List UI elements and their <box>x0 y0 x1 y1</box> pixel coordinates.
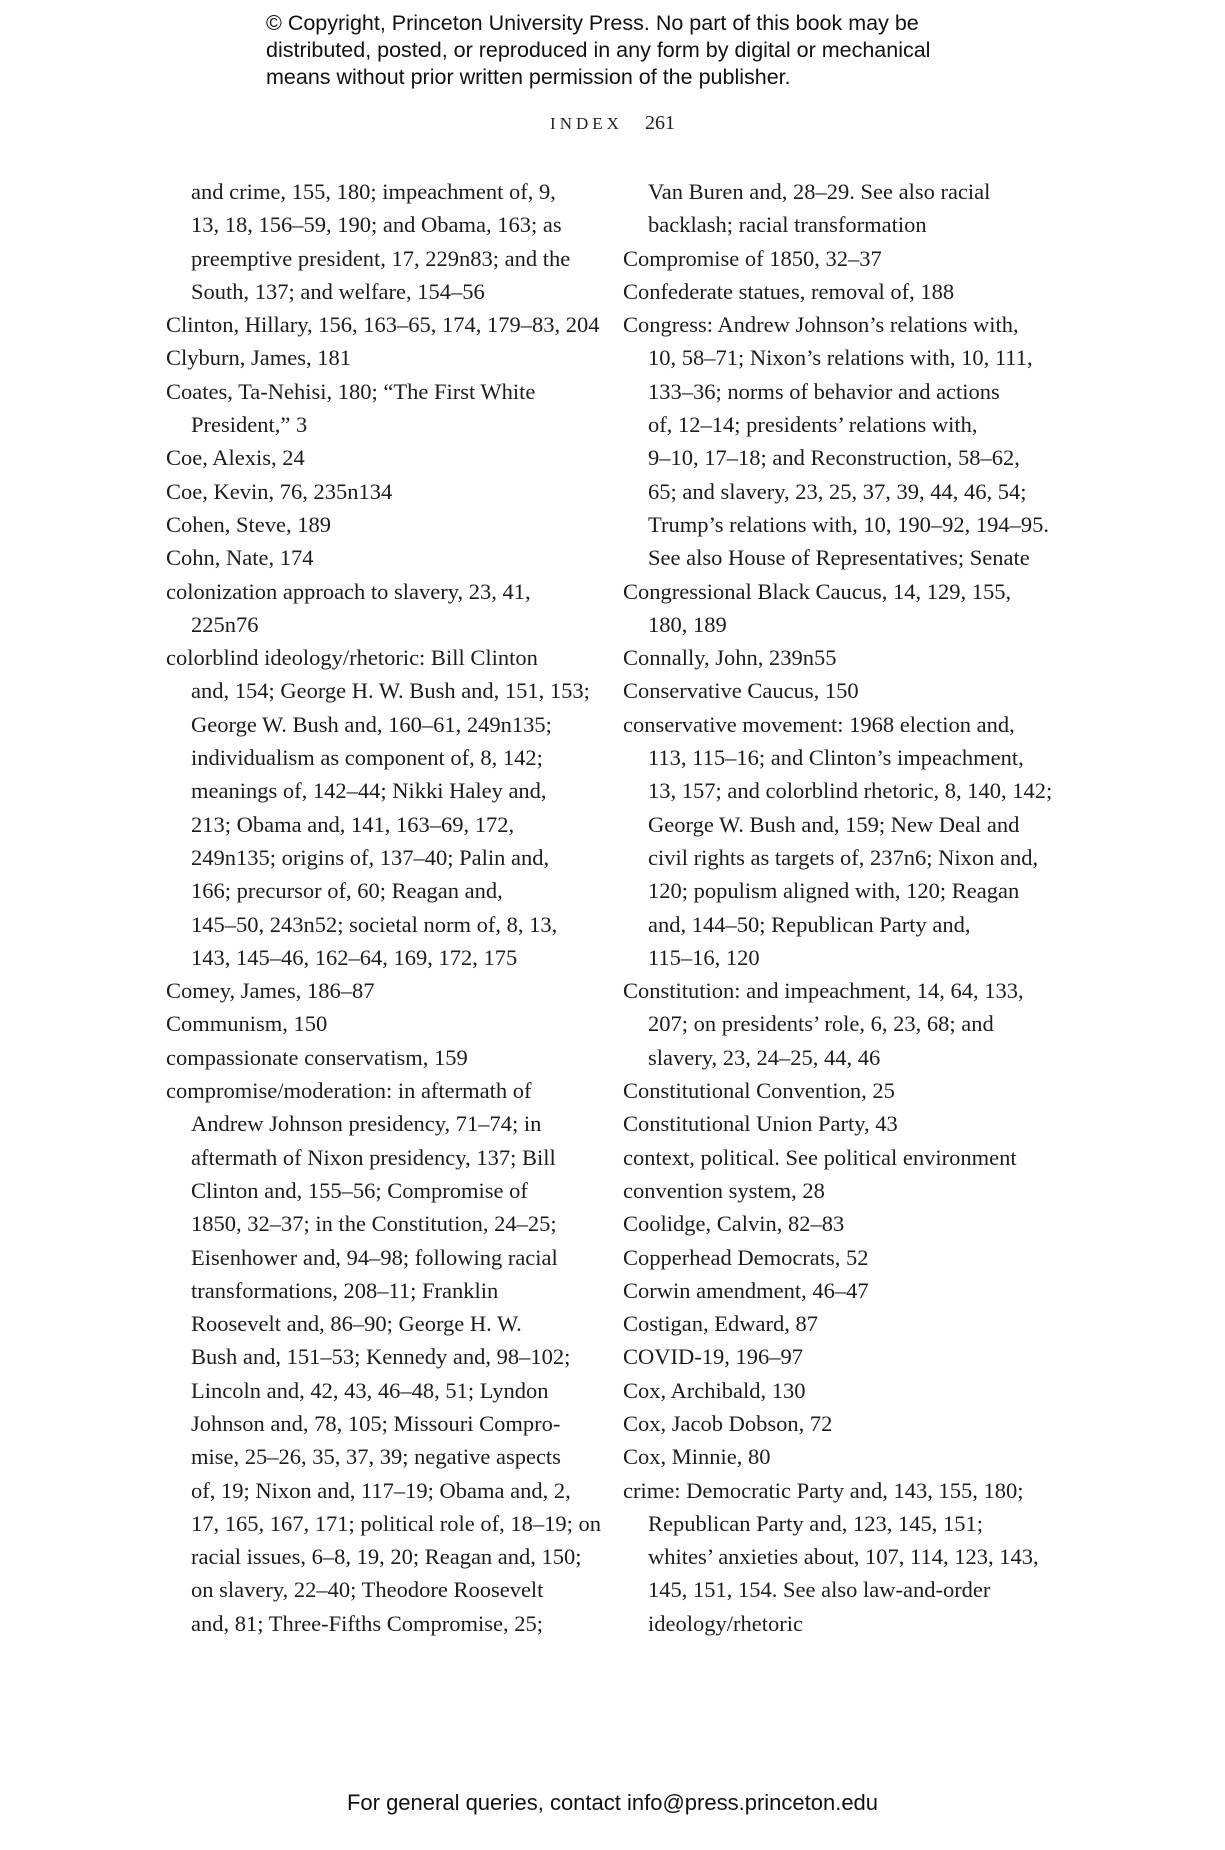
index-entry-continuation: Eisenhower and, 94–98; following racial <box>191 1244 558 1270</box>
index-entry-continuation: individualism as component of, 8, 142; <box>191 745 543 771</box>
index-entry-continuation: Republican Party and, 123, 145, 151; <box>648 1510 983 1536</box>
index-entry-continuation: Clinton and, 155–56; Compromise of <box>191 1177 528 1203</box>
index-entry: crime: Democratic Party and, 143, 155, 180; <box>623 1477 1024 1503</box>
index-entry-continuation: 115–16, 120 <box>648 944 760 970</box>
index-column-left <box>166 175 601 1640</box>
index-entry-continuation: on slavery, 22–40; Theodore Roosevelt <box>191 1577 544 1603</box>
index-entry: Cohn, Nate, 174 <box>166 545 314 571</box>
index-entry-continuation: mise, 25–26, 35, 37, 39; negative aspects <box>191 1444 561 1470</box>
copyright-line: means without prior written permission of the publisher. <box>266 65 791 89</box>
index-entry-continuation: 133–36; norms of behavior and actions <box>648 378 1000 404</box>
index-entry-continuation: 9–10, 17–18; and Reconstruction, 58–62, <box>648 445 1020 471</box>
index-entry-continuation: South, 137; and welfare, 154–56 <box>191 278 485 304</box>
index-entry-continuation: Johnson and, 78, 105; Missouri Compro- <box>191 1410 561 1436</box>
index-entry-continuation: 249n135; origins of, 137–40; Palin and, <box>191 844 550 870</box>
index-entry-continuation: 145–50, 243n52; societal norm of, 8, 13, <box>191 911 558 937</box>
index-entry-continuation: Bush and, 151–53; Kennedy and, 98–102; <box>191 1344 571 1370</box>
index-entry: Connally, John, 239n55 <box>623 645 837 671</box>
index-entry-continuation: 1850, 32–37; in the Constitution, 24–25; <box>191 1211 557 1237</box>
index-entry: Conservative Caucus, 150 <box>623 678 859 704</box>
index-entry-continuation: 143, 145–46, 162–64, 169, 172, 175 <box>191 944 518 970</box>
footer-contact: For general queries, contact info@press.princeton.edu <box>346 1790 879 1815</box>
index-entry: Constitution: and impeachment, 14, 64, 133, <box>623 978 1024 1004</box>
index-entry-continuation: President,” 3 <box>191 412 308 438</box>
index-entry: Coates, Ta-Nehisi, 180; “The First White <box>166 378 536 404</box>
copyright-line: © Copyright, Princeton University Press. No part of this book may be <box>266 11 919 35</box>
index-entry: Coe, Alexis, 24 <box>166 445 305 471</box>
index-entry: Costigan, Edward, 87 <box>623 1311 818 1337</box>
index-entry: Coolidge, Calvin, 82–83 <box>623 1211 845 1237</box>
index-entry: Copperhead Democrats, 52 <box>623 1244 869 1270</box>
index-entry: Coe, Kevin, 76, 235n134 <box>166 478 393 504</box>
index-entry-continuation: Trump’s relations with, 10, 190–92, 194–95. <box>648 511 1050 537</box>
index-entry: Comey, James, 186–87 <box>166 978 375 1004</box>
index-entry: Congressional Black Caucus, 14, 129, 155, <box>623 578 1012 604</box>
index-entry-continuation: preemptive president, 17, 229n83; and the <box>191 245 571 271</box>
index-entry-continuation: whites’ anxieties about, 107, 114, 123, 143, <box>648 1544 1039 1570</box>
index-entry-continuation: backlash; racial transformation <box>648 212 927 238</box>
index-entry-continuation: See also House of Representatives; Senate <box>648 545 1030 571</box>
index-entry-continuation: 113, 115–16; and Clinton’s impeachment, <box>648 745 1024 771</box>
page-number: 261 <box>644 112 675 134</box>
index-entry: Clyburn, James, 181 <box>166 345 351 371</box>
index-entry: conservative movement: 1968 election and, <box>623 711 1015 737</box>
index-entry-continuation: 13, 18, 156–59, 190; and Obama, 163; as <box>191 212 562 238</box>
index-entry: compromise/moderation: in aftermath of <box>166 1078 532 1104</box>
index-entry-continuation: 207; on presidents’ role, 6, 23, 68; and <box>648 1011 994 1037</box>
index-entry-continuation: and, 144–50; Republican Party and, <box>648 911 971 937</box>
index-entry-continuation: Andrew Johnson presidency, 71–74; in <box>191 1111 542 1137</box>
index-entry-continuation: 145, 151, 154. See also law-and-order <box>648 1577 991 1603</box>
index-entry: convention system, 28 <box>623 1177 825 1203</box>
index-entry-continuation: aftermath of Nixon presidency, 137; Bill <box>191 1144 556 1170</box>
index-entry-continuation: George W. Bush and, 159; New Deal and <box>648 811 1020 837</box>
index-entry-continuation: George W. Bush and, 160–61, 249n135; <box>191 711 552 737</box>
index-entry-continuation: slavery, 23, 24–25, 44, 46 <box>648 1044 881 1070</box>
index-entry: Constitutional Union Party, 43 <box>623 1111 898 1137</box>
index-entry: COVID-19, 196–97 <box>623 1344 803 1370</box>
index-entry-continuation: 166; precursor of, 60; Reagan and, <box>191 878 503 904</box>
index-entry: Confederate statues, removal of, 188 <box>623 278 955 304</box>
index-entry-continuation: 13, 157; and colorblind rhetoric, 8, 140, 142; <box>648 778 1053 804</box>
index-entry-continuation: 180, 189 <box>648 611 727 637</box>
index-entry-continuation: 65; and slavery, 23, 25, 37, 39, 44, 46, 54; <box>648 478 1027 504</box>
index-entry-continuation: 120; populism aligned with, 120; Reagan <box>648 878 1020 904</box>
index-entry: Communism, 150 <box>166 1011 328 1037</box>
index-entry-continuation: meanings of, 142–44; Nikki Haley and, <box>191 778 547 804</box>
index-entry-continuation: 225n76 <box>191 611 259 637</box>
index-entry-continuation: of, 19; Nixon and, 117–19; Obama and, 2, <box>191 1477 571 1503</box>
index-entry: compassionate conservatism, 159 <box>166 1044 468 1070</box>
index-entry-continuation: 10, 58–71; Nixon’s relations with, 10, 111, <box>648 345 1033 371</box>
index-entry-continuation: transformations, 208–11; Franklin <box>191 1277 499 1303</box>
running-head-label: INDEX <box>550 114 623 133</box>
index-entry-continuation: and, 154; George H. W. Bush and, 151, 153; <box>191 678 590 704</box>
running-head <box>0 112 1225 135</box>
index-entry: colonization approach to slavery, 23, 41, <box>166 578 531 604</box>
copyright-line: distributed, posted, or reproduced in any form by digital or mechanical <box>266 38 931 62</box>
index-entry: Cox, Jacob Dobson, 72 <box>623 1410 833 1436</box>
index-entry-continuation: civil rights as targets of, 237n6; Nixon and, <box>648 844 1039 870</box>
index-entry: Cox, Archibald, 130 <box>623 1377 806 1403</box>
index-entry: Corwin amendment, 46–47 <box>623 1277 869 1303</box>
index-entry: Congress: Andrew Johnson’s relations with, <box>623 312 1019 338</box>
index-entry: context, political. See political environment <box>623 1144 1017 1170</box>
index-entry-continuation: and, 81; Three-Fifths Compromise, 25; <box>191 1610 544 1636</box>
index-entry-continuation: ideology/rhetoric <box>648 1610 803 1636</box>
index-entry-continuation: 17, 165, 167, 171; political role of, 18–19; on <box>191 1510 601 1536</box>
index-entry: colorblind ideology/rhetoric: Bill Clinton <box>166 645 538 671</box>
index-entry: Cox, Minnie, 80 <box>623 1444 771 1470</box>
index-entry-continuation: racial issues, 6–8, 19, 20; Reagan and, 150; <box>191 1544 582 1570</box>
index-entry: Clinton, Hillary, 156, 163–65, 174, 179–83, 204 <box>166 312 600 338</box>
index-entry-continuation: 213; Obama and, 141, 163–69, 172, <box>191 811 515 837</box>
index-entry-continuation: and crime, 155, 180; impeachment of, 9, <box>191 179 556 204</box>
index-entry-continuation: Roosevelt and, 86–90; George H. W. <box>191 1311 522 1337</box>
index-entry-continuation: of, 12–14; presidents’ relations with, <box>648 412 978 438</box>
index-entry-continuation: Lincoln and, 42, 43, 46–48, 51; Lyndon <box>191 1377 549 1403</box>
index-entry: Compromise of 1850, 32–37 <box>623 245 882 271</box>
index-entry: Constitutional Convention, 25 <box>623 1078 895 1104</box>
copyright-notice <box>266 10 986 91</box>
index-entry: Cohen, Steve, 189 <box>166 511 331 537</box>
index-column-right <box>623 175 1053 1640</box>
index-entry-continuation: Van Buren and, 28–29. See also racial <box>648 179 991 204</box>
